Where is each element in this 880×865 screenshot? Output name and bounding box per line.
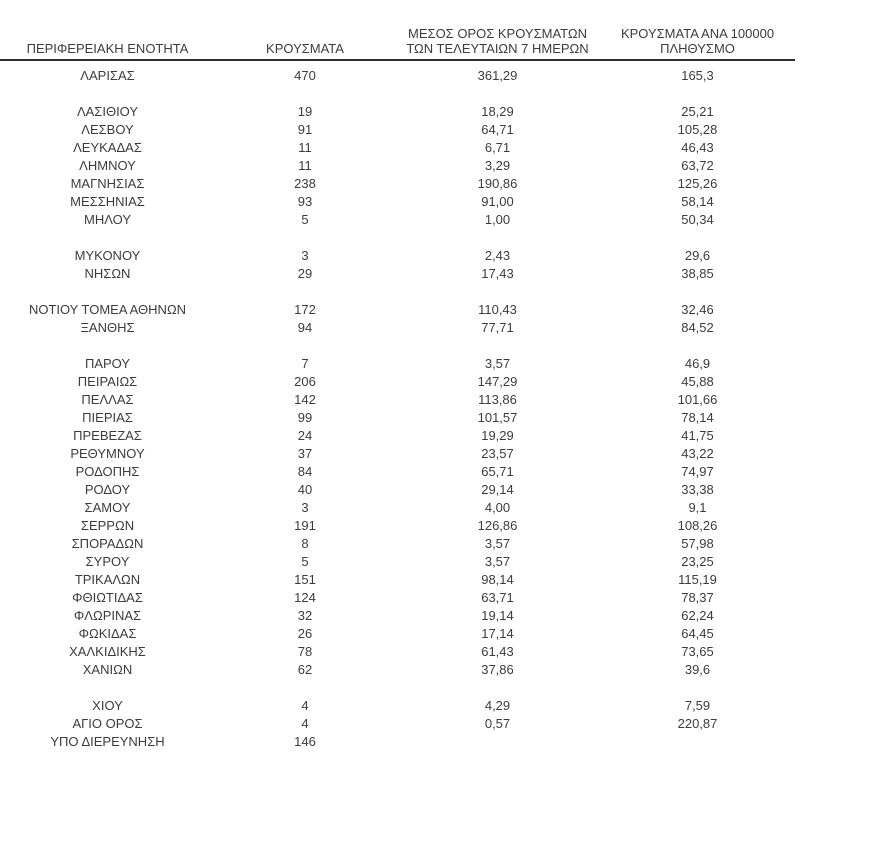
per100k-cell: 23,25 bbox=[681, 554, 714, 569]
avg7-cell: 29,14 bbox=[481, 482, 514, 497]
cases-cell: 146 bbox=[294, 734, 316, 749]
per100k-cell: 38,85 bbox=[681, 266, 714, 281]
avg7-cell: 3,57 bbox=[484, 356, 511, 371]
table-row bbox=[0, 247, 795, 265]
table-row bbox=[0, 661, 795, 679]
table-row bbox=[0, 157, 795, 175]
per100k-cell: 25,21 bbox=[681, 104, 714, 119]
avg7-cell: 0,57 bbox=[484, 716, 511, 731]
avg7-cell: 110,43 bbox=[478, 302, 517, 317]
avg7-cell: 37,86 bbox=[481, 662, 514, 677]
cases-cell: 11 bbox=[298, 140, 312, 155]
avg7-cell: 98,14 bbox=[481, 572, 514, 587]
per100k-cell: 43,22 bbox=[681, 446, 714, 461]
table-row bbox=[0, 571, 795, 589]
per100k-cell: 78,37 bbox=[681, 590, 714, 605]
avg7-cell: 91,00 bbox=[481, 194, 514, 209]
region-cell: ΦΘΙΩΤΙΔΑΣ bbox=[72, 590, 143, 605]
cases-cell: 206 bbox=[294, 374, 316, 389]
table-row bbox=[0, 643, 795, 661]
table-row bbox=[0, 121, 795, 139]
table-body bbox=[0, 60, 795, 751]
per100k-cell: 73,65 bbox=[681, 644, 714, 659]
spacer-cell bbox=[0, 229, 795, 247]
cases-cell: 470 bbox=[294, 68, 316, 83]
table-row bbox=[0, 211, 795, 229]
cases-cell: 191 bbox=[294, 518, 316, 533]
cases-cell: 142 bbox=[294, 392, 316, 407]
cases-cell: 8 bbox=[301, 536, 309, 551]
group-spacer-row bbox=[0, 283, 795, 301]
per100k-cell: 115,19 bbox=[678, 572, 717, 587]
avg7-cell: 65,71 bbox=[481, 464, 514, 479]
per100k-cell: 105,28 bbox=[677, 122, 718, 137]
region-cell: ΜΑΓΝΗΣΙΑΣ bbox=[70, 176, 145, 191]
region-cell: ΣΥΡΟΥ bbox=[85, 554, 130, 569]
cases-cell: 11 bbox=[298, 158, 312, 173]
region-cell: ΣΠΟΡΑΔΩΝ bbox=[71, 536, 144, 551]
column-header-avg7-line1: ΜΕΣΟΣ ΟΡΟΣ ΚΡΟΥΣΜΑΤΩΝ bbox=[408, 26, 587, 41]
cases-cell: 172 bbox=[294, 302, 316, 317]
table-row bbox=[0, 625, 795, 643]
spacer-cell bbox=[0, 283, 795, 301]
avg7-cell: 17,43 bbox=[481, 266, 514, 281]
avg7-cell: 190,86 bbox=[477, 176, 518, 191]
per100k-cell: 220,87 bbox=[677, 716, 718, 731]
avg7-cell: 77,71 bbox=[481, 320, 514, 335]
per100k-cell: 62,24 bbox=[681, 608, 714, 623]
group-spacer-row bbox=[0, 679, 795, 697]
avg7-cell: 4,29 bbox=[484, 698, 511, 713]
region-cell: ΥΠΟ ΔΙΕΡΕΥΝΗΣΗ bbox=[50, 734, 165, 749]
group-spacer-row bbox=[0, 337, 795, 355]
avg7-cell: 3,57 bbox=[484, 536, 511, 551]
per100k-cell: 58,14 bbox=[681, 194, 714, 209]
cases-cell: 29 bbox=[297, 266, 313, 281]
table-row bbox=[0, 553, 795, 571]
cases-cell: 91 bbox=[297, 122, 313, 137]
spacer-cell bbox=[0, 85, 795, 103]
per100k-cell: 7,59 bbox=[684, 698, 711, 713]
cases-cell: 62 bbox=[297, 662, 313, 677]
region-cell: ΜΗΛΟΥ bbox=[84, 212, 131, 227]
region-cell: ΡΕΘΥΜΝΟΥ bbox=[70, 446, 145, 461]
region-cell: ΦΛΩΡΙΝΑΣ bbox=[73, 608, 142, 623]
table-row bbox=[0, 319, 795, 337]
cases-cell: 238 bbox=[294, 176, 316, 191]
avg7-cell: 23,57 bbox=[481, 446, 514, 461]
per100k-cell: 46,9 bbox=[684, 356, 711, 371]
region-cell: ΝΟΤΙΟΥ ΤΟΜΕΑ ΑΘΗΝΩΝ bbox=[28, 302, 187, 317]
column-header-avg7-line2: ΤΩΝ ΤΕΛΕΥΤΑΙΩΝ 7 ΗΜΕΡΩΝ bbox=[406, 41, 589, 56]
table-row bbox=[0, 697, 795, 715]
avg7-cell: 61,43 bbox=[481, 644, 514, 659]
region-cell: ΠΑΡΟΥ bbox=[84, 356, 131, 371]
region-cell: ΣΑΜΟΥ bbox=[84, 500, 131, 515]
per100k-cell: 63,72 bbox=[681, 158, 714, 173]
spacer-cell bbox=[0, 679, 795, 697]
region-cell: ΛΕΣΒΟΥ bbox=[81, 122, 134, 137]
region-cell: ΣΕΡΡΩΝ bbox=[80, 518, 135, 533]
cases-cell: 4 bbox=[301, 698, 309, 713]
table-row bbox=[0, 409, 795, 427]
region-cell: ΞΑΝΘΗΣ bbox=[80, 320, 135, 335]
per100k-cell: 50,34 bbox=[681, 212, 714, 227]
cases-cell: 26 bbox=[297, 626, 313, 641]
cases-cell: 7 bbox=[301, 356, 309, 371]
per100k-cell: 74,97 bbox=[681, 464, 714, 479]
per100k-cell: 108,26 bbox=[677, 518, 718, 533]
cases-cell: 32 bbox=[297, 608, 313, 623]
region-cell: ΛΗΜΝΟΥ bbox=[79, 158, 136, 173]
table-row bbox=[0, 715, 795, 733]
table-row bbox=[0, 517, 795, 535]
table-row bbox=[0, 535, 795, 553]
region-cell: ΡΟΔΟΥ bbox=[84, 482, 131, 497]
cases-cell: 3 bbox=[301, 500, 309, 515]
region-cell: ΑΓΙΟ ΟΡΟΣ bbox=[72, 716, 143, 731]
region-cell: ΧΑΛΚΙΔΙΚΗΣ bbox=[69, 644, 146, 659]
cases-cell: 84 bbox=[297, 464, 313, 479]
avg7-cell: 3,29 bbox=[484, 158, 511, 173]
table-row bbox=[0, 607, 795, 625]
avg7-cell: 19,14 bbox=[481, 608, 514, 623]
per100k-cell bbox=[600, 733, 795, 751]
region-cell: ΦΩΚΙΔΑΣ bbox=[78, 626, 137, 641]
table-row bbox=[0, 60, 795, 85]
avg7-cell: 147,29 bbox=[477, 374, 518, 389]
avg7-cell: 3,57 bbox=[484, 554, 511, 569]
per100k-cell: 64,45 bbox=[681, 626, 714, 641]
table-row bbox=[0, 103, 795, 121]
avg7-cell: 64,71 bbox=[481, 122, 514, 137]
table-row bbox=[0, 193, 795, 211]
cases-cell: 94 bbox=[297, 320, 313, 335]
table-row bbox=[0, 301, 795, 319]
avg7-cell: 17,14 bbox=[481, 626, 514, 641]
cases-cell: 99 bbox=[297, 410, 313, 425]
cases-cell: 37 bbox=[297, 446, 313, 461]
region-cell: ΧΑΝΙΩΝ bbox=[82, 662, 133, 677]
region-cell: ΛΑΡΙΣΑΣ bbox=[80, 68, 135, 83]
table-header-row bbox=[0, 26, 795, 60]
region-cell: ΝΗΣΩΝ bbox=[84, 266, 131, 281]
column-header-region bbox=[0, 26, 215, 60]
cases-cell: 5 bbox=[301, 554, 309, 569]
table-row bbox=[0, 391, 795, 409]
avg7-cell: 6,71 bbox=[484, 140, 511, 155]
region-cell: ΛΕΥΚΑΔΑΣ bbox=[73, 140, 142, 155]
region-cell: ΤΡΙΚΑΛΩΝ bbox=[74, 572, 141, 587]
table-row bbox=[0, 733, 795, 751]
per100k-cell: 165,3 bbox=[681, 68, 714, 83]
column-header-per100k bbox=[600, 26, 795, 60]
per100k-cell: 39,6 bbox=[684, 662, 711, 677]
column-header-per100k-line1: ΚΡΟΥΣΜΑΤΑ ΑΝΑ 100000 bbox=[620, 26, 775, 41]
region-cell: ΠΙΕΡΙΑΣ bbox=[82, 410, 133, 425]
region-cell: ΧΙΟΥ bbox=[92, 698, 123, 713]
region-cell: ΜΥΚΟΝΟΥ bbox=[74, 248, 141, 263]
column-header-cases bbox=[215, 26, 395, 60]
per100k-cell: 101,66 bbox=[677, 392, 718, 407]
region-cell: ΠΡΕΒΕΖΑΣ bbox=[73, 428, 142, 443]
table-row bbox=[0, 265, 795, 283]
cases-cell: 3 bbox=[301, 248, 309, 263]
table-row bbox=[0, 589, 795, 607]
cases-cell: 151 bbox=[294, 572, 316, 587]
avg7-cell bbox=[395, 733, 600, 751]
region-cell: ΠΕΙΡΑΙΩΣ bbox=[77, 374, 138, 389]
avg7-cell: 4,00 bbox=[484, 500, 511, 515]
avg7-cell: 101,57 bbox=[477, 410, 518, 425]
table-row bbox=[0, 139, 795, 157]
cases-cell: 40 bbox=[297, 482, 313, 497]
cases-by-region-table bbox=[0, 26, 795, 751]
column-header-per100k-line2: ΠΛΗΘΥΣΜΟ bbox=[660, 41, 735, 56]
per100k-cell: 9,1 bbox=[688, 500, 707, 515]
table-row bbox=[0, 427, 795, 445]
cases-cell: 124 bbox=[294, 590, 316, 605]
per100k-cell: 45,88 bbox=[681, 374, 714, 389]
per100k-cell: 84,52 bbox=[681, 320, 714, 335]
table-row bbox=[0, 499, 795, 517]
avg7-cell: 361,29 bbox=[477, 68, 518, 83]
avg7-cell: 63,71 bbox=[481, 590, 514, 605]
region-cell: ΡΟΔΟΠΗΣ bbox=[75, 464, 140, 479]
per100k-cell: 29,6 bbox=[684, 248, 711, 263]
cases-cell: 93 bbox=[297, 194, 313, 209]
cases-cell: 78 bbox=[297, 644, 313, 659]
table-row bbox=[0, 481, 795, 499]
per100k-cell: 125,26 bbox=[677, 176, 718, 191]
cases-cell: 5 bbox=[301, 212, 309, 227]
avg7-cell: 126,86 bbox=[477, 518, 518, 533]
table-row bbox=[0, 463, 795, 481]
per100k-cell: 33,38 bbox=[681, 482, 714, 497]
avg7-cell: 113,86 bbox=[478, 392, 517, 407]
region-cell: ΜΕΣΣΗΝΙΑΣ bbox=[70, 194, 145, 209]
group-spacer-row bbox=[0, 85, 795, 103]
column-header-avg7 bbox=[395, 26, 600, 60]
per100k-cell: 78,14 bbox=[681, 410, 714, 425]
per100k-cell: 46,43 bbox=[681, 140, 714, 155]
avg7-cell: 18,29 bbox=[481, 104, 514, 119]
column-header-region-label: ΠΕΡΙΦΕΡΕΙΑΚΗ ΕΝΟΤΗΤΑ bbox=[26, 41, 189, 56]
column-header-cases-label: ΚΡΟΥΣΜΑΤΑ bbox=[266, 41, 344, 56]
avg7-cell: 19,29 bbox=[481, 428, 514, 443]
avg7-cell: 2,43 bbox=[484, 248, 511, 263]
avg7-cell: 1,00 bbox=[484, 212, 511, 227]
per100k-cell: 32,46 bbox=[681, 302, 714, 317]
table-row bbox=[0, 445, 795, 463]
per100k-cell: 57,98 bbox=[681, 536, 714, 551]
group-spacer-row bbox=[0, 229, 795, 247]
cases-cell: 19 bbox=[297, 104, 313, 119]
table-row bbox=[0, 175, 795, 193]
per100k-cell: 41,75 bbox=[681, 428, 714, 443]
cases-cell: 24 bbox=[297, 428, 313, 443]
table-row bbox=[0, 373, 795, 391]
region-cell: ΠΕΛΛΑΣ bbox=[81, 392, 134, 407]
cases-cell: 4 bbox=[301, 716, 309, 731]
table-row bbox=[0, 355, 795, 373]
spacer-cell bbox=[0, 337, 795, 355]
region-cell: ΛΑΣΙΘΙΟΥ bbox=[76, 104, 139, 119]
